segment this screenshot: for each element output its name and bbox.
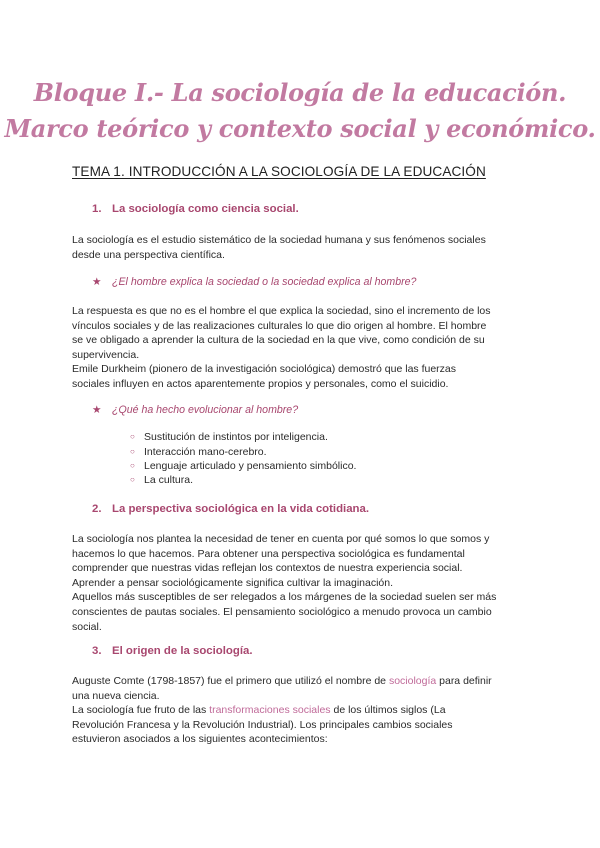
list-item-text: La cultura.: [144, 474, 194, 486]
text-line: desde una perspectiva científica.: [72, 248, 225, 261]
text-line: Emile Durkheim (pionero de la investigación sociológica) demostró que las fuerzas: [72, 363, 457, 376]
section-3-title: El origen de la sociología.: [112, 645, 253, 657]
tema-heading: TEMA 1. INTRODUCCIÓN A LA SOCIOLOGÍA DE LA EDUCACIÓN: [72, 164, 486, 179]
text-line: se ve obligado a aprender la cultura de la sociedad en la que vive, como condición de su: [72, 334, 485, 347]
section-1-number: 1.: [92, 203, 102, 215]
section-2-number: 2.: [92, 503, 102, 515]
circle-bullet-icon: ○: [130, 461, 135, 470]
text-line: supervivencia.: [72, 348, 140, 361]
section-3-number: 3.: [92, 645, 102, 657]
section-1-title: La sociología como ciencia social.: [112, 203, 299, 215]
star-bullet-icon: ★: [92, 404, 102, 416]
text-span: Auguste Comte (1798-1857) fue el primero que utilizó el nombre de: [72, 675, 389, 687]
section-3-body: [72, 674, 532, 747]
text-line: estuvieron asociados a los siguientes acontecimientos:: [72, 733, 328, 746]
text-line: La sociología es el estudio sistemático de la sociedad humana y sus fenómenos sociales: [72, 234, 486, 246]
section-3-heading: [92, 645, 253, 657]
question-1: [92, 276, 416, 288]
section-2-heading: [92, 503, 369, 515]
text-line: comprender que nuestras vidas reflejan los contextos de nuestra experiencia social.: [72, 562, 463, 575]
text-line: sociales influyen en actos aparentemente propios y personales, como el suicidio.: [72, 377, 449, 390]
section-2-title: La perspectiva sociológica en la vida cotidiana.: [112, 503, 370, 515]
list-item: [130, 460, 356, 472]
document-title-line-2: Marco teórico y contexto social y económico.: [4, 114, 596, 143]
list-item: [130, 431, 328, 443]
text-line: La respuesta es que no es el hombre el que explica la sociedad, sino el incremento de los: [72, 305, 491, 317]
circle-bullet-icon: ○: [130, 447, 135, 456]
text-line: La sociología nos plantea la necesidad de tener en cuenta por qué somos lo que somos y: [72, 533, 490, 545]
list-item-text: Sustitución de instintos por inteligencia.: [144, 431, 328, 443]
section-1-definition: [72, 233, 532, 262]
circle-bullet-icon: ○: [130, 475, 135, 484]
section-1-answer: [72, 304, 532, 392]
text-line: una nueva ciencia.: [72, 689, 160, 702]
highlight-sociologia: sociología: [388, 675, 437, 687]
list-item: [130, 474, 193, 486]
text-span: La sociología fue fruto de las: [72, 704, 210, 717]
text-line: Aquellos más susceptibles de ser relegados a los márgenes de la sociedad suelen ser más: [72, 591, 497, 604]
question-2-text: ¿Qué ha hecho evolucionar al hombre?: [112, 404, 299, 416]
document-title-line-1: Bloque I.- La sociología de la educación.: [33, 78, 567, 107]
highlight-transformaciones: transformaciones sociales: [209, 704, 331, 717]
text-span: para definir: [436, 675, 492, 687]
list-item-text: Interacción mano-cerebro.: [144, 446, 267, 458]
circle-bullet-icon: ○: [130, 432, 135, 441]
text-line: social.: [72, 620, 102, 633]
text-line: Revolución Francesa y la Revolución Industrial). Los principales cambios sociales: [72, 718, 453, 731]
text-line: Aprender a pensar sociológicamente significa cultivar la imaginación.: [72, 576, 394, 589]
star-bullet-icon: ★: [92, 276, 102, 288]
list-item-text: Lenguaje articulado y pensamiento simbólico.: [144, 460, 357, 472]
list-item: [130, 446, 267, 458]
section-2-body: [72, 532, 532, 634]
question-2: [92, 404, 298, 416]
text-line: [72, 703, 532, 718]
section-1-heading: [92, 203, 299, 215]
question-1-text: ¿El hombre explica la sociedad o la sociedad explica al hombre?: [112, 276, 417, 288]
text-span: de los últimos siglos (La: [330, 704, 446, 717]
text-line: conscientes de pautas sociales. El pensamiento sociológico a menudo provoca un cambio: [72, 605, 492, 618]
text-line: vínculos sociales y de las realizaciones culturales lo que dio origen al hombre. El hombre: [72, 319, 487, 332]
text-line: hacemos lo que hacemos. Para obtener una perspectiva sociológica es fundamental: [72, 547, 465, 560]
text-line: [72, 674, 532, 689]
